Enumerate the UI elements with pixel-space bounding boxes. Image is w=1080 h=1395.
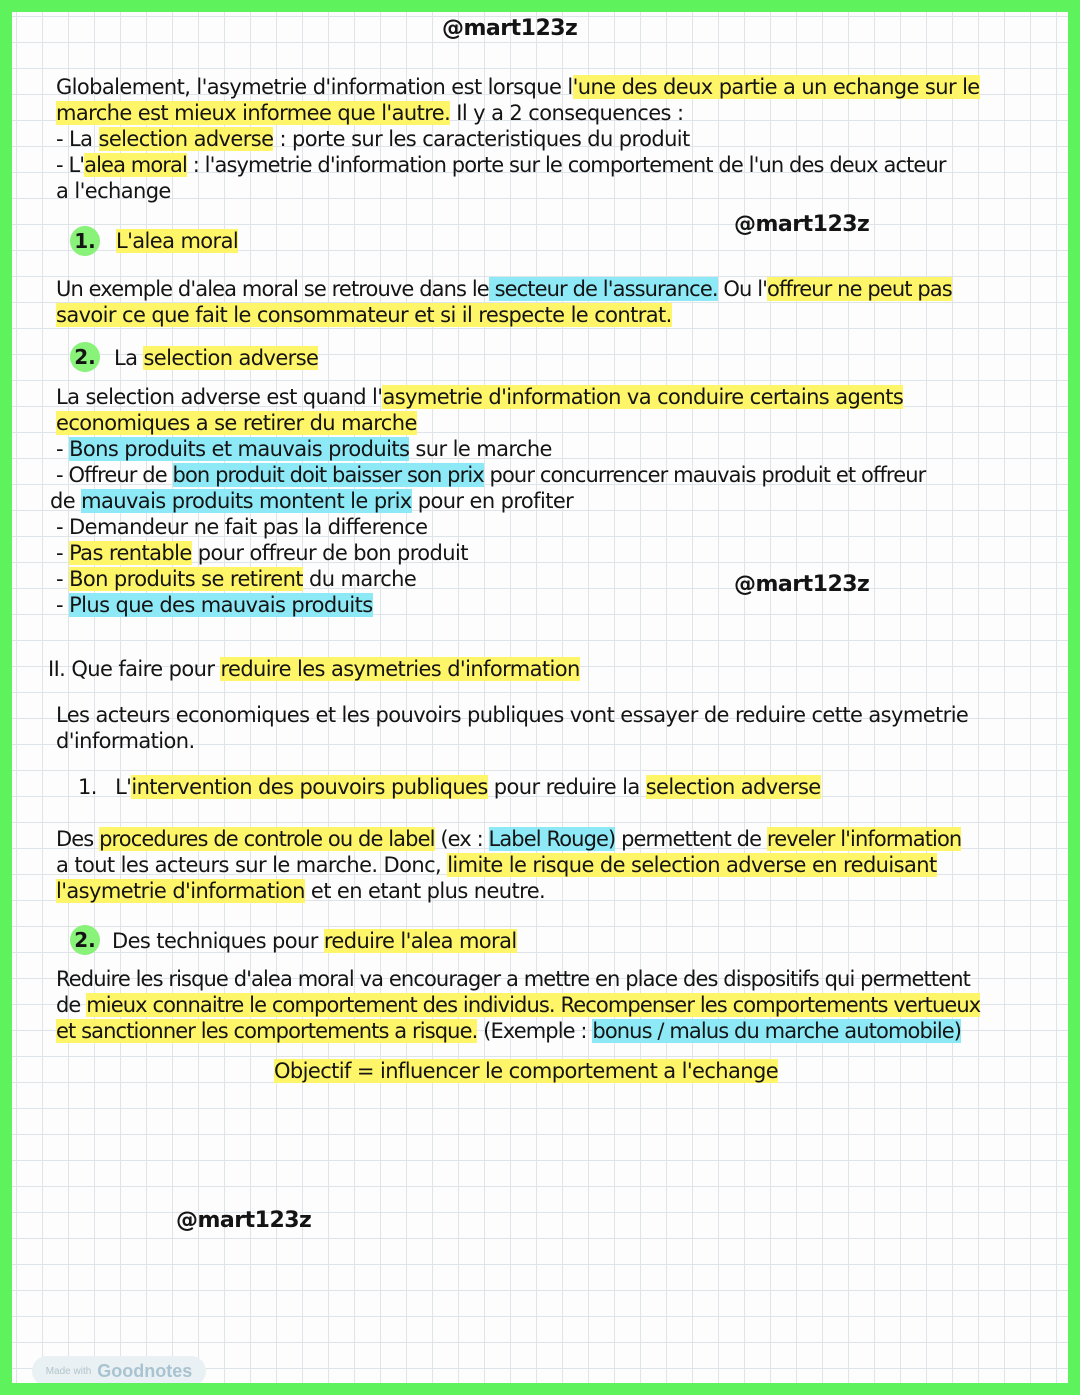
section-number-badge: 2. <box>70 342 100 372</box>
goodnotes-badge <box>32 1356 206 1386</box>
sub1-line-1: Des procedures de controle ou de label (ex : Label Rouge) permettent de reveler l'information <box>56 827 962 851</box>
watermark: @mart123z <box>734 572 870 597</box>
intro-line-3: - La selection adverse : porte sur les caracteristiques du produit <box>56 127 690 151</box>
watermark: @mart123z <box>176 1208 312 1233</box>
part2-heading: II. Que faire pour reduire les asymetries d'information <box>48 657 580 681</box>
intro-line-1: Globalement, l'asymetrie d'information est lorsque l'une des deux partie a un echange sur le <box>56 75 980 99</box>
objective-line: Objectif = influencer le comportement a l'echange <box>274 1059 779 1083</box>
s2-line-6: - Demandeur ne fait pas la difference <box>56 515 428 539</box>
section-title-alea-moral: L'alea moral <box>116 229 239 253</box>
sub1-line-3: l'asymetrie d'information et en etant plus neutre. <box>56 879 546 903</box>
intro-line-5: a l'echange <box>56 179 171 203</box>
section-title-selection-adverse: La selection adverse <box>114 346 319 370</box>
part2-intro-line-1: Les acteurs economiques et les pouvoirs publiques vont essayer de reduire cette asymetrie <box>56 703 969 727</box>
sub2-line-1: Reduire les risque d'alea moral va encourager a mettre en place des dispositifs qui permettent <box>56 967 970 991</box>
s2-line-4: - Offreur de bon produit doit baisser son prix pour concurrencer mauvais produit et offreur <box>56 463 926 487</box>
intro-line-2: marche est mieux informee que l'autre. Il y a 2 consequences : <box>56 101 684 125</box>
part2-intro-line-2: d'information. <box>56 729 195 753</box>
s2-line-3: - Bons produits et mauvais produits sur le marche <box>56 437 552 461</box>
watermark: @mart123z <box>442 16 578 41</box>
sub1-line-2: a tout les acteurs sur le marche. Donc, limite le risque de selection adverse en reduisant <box>56 853 937 877</box>
s2-line-9: - Plus que des mauvais produits <box>56 593 373 617</box>
s2-line-1: La selection adverse est quand l'asymetrie d'information va conduire certains agents <box>56 385 904 409</box>
s2-line-2: economiques a se retirer du marche <box>56 411 417 435</box>
subsection-2-heading: Des techniques pour reduire l'alea moral <box>112 929 517 953</box>
s1-line-2: savoir ce que fait le consommateur et si il respecte le contrat. <box>56 303 672 327</box>
watermark: @mart123z <box>734 212 870 237</box>
section-number-badge: 2. <box>70 925 100 955</box>
intro-line-4: - L'alea moral : l'asymetrie d'information porte sur le comportement de l'un des deux acteur <box>56 153 946 177</box>
s1-line-1: Un exemple d'alea moral se retrouve dans le secteur de l'assurance. Ou l'offreur ne peut pas <box>56 277 952 301</box>
sub2-line-3: et sanctionner les comportements a risque. (Exemple : bonus / malus du marche automobile) <box>56 1019 962 1043</box>
s2-line-8: - Bon produits se retirent du marche <box>56 567 417 591</box>
section-number-badge: 1. <box>70 226 100 256</box>
goodnotes-logo: Goodnotes <box>97 1360 193 1381</box>
s2-line-7: - Pas rentable pour offreur de bon produit <box>56 541 468 565</box>
s2-line-5: de mauvais produits montent le prix pour en profiter <box>50 489 574 513</box>
sub2-line-2: de mieux connaitre le comportement des individus. Recompenser les comportements vertueux <box>56 993 981 1017</box>
subsection-1-heading: 1. L'intervention des pouvoirs publiques pour reduire la selection adverse <box>78 775 821 799</box>
badge-made-with: Made with <box>45 1365 92 1377</box>
